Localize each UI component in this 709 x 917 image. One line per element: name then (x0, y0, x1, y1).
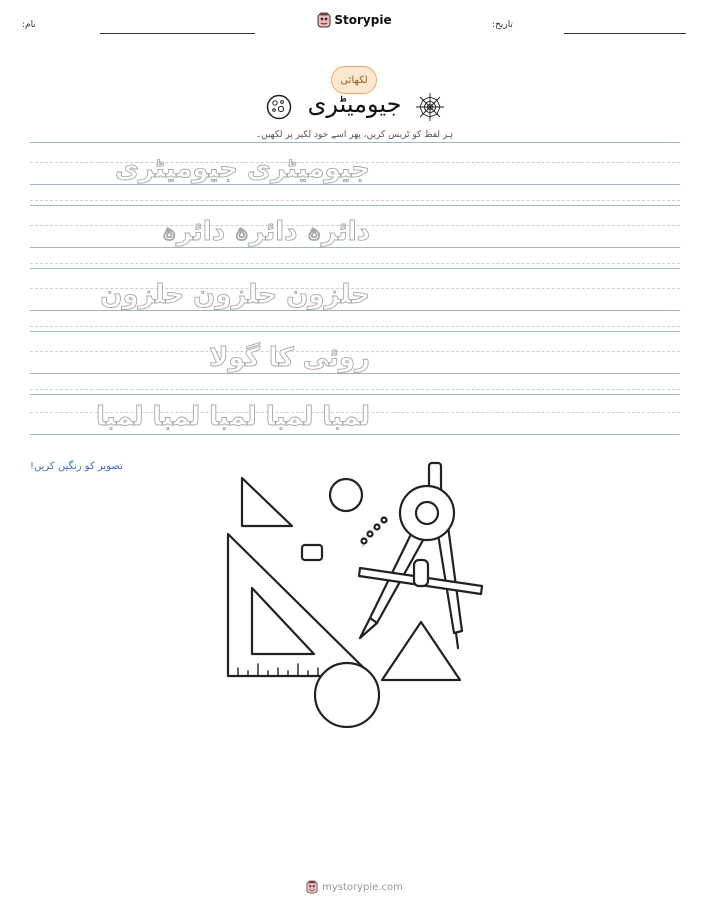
tracing-row (30, 331, 680, 394)
tracing-row (30, 142, 680, 205)
tracing-row (30, 268, 680, 331)
instruction-text: ہر لفظ کو ٹریس کریں، پھر اسے خود لکیر پر لکھیں۔ (255, 130, 454, 140)
page-title: جیومیٹری (307, 90, 402, 118)
spider-web-icon (415, 92, 445, 122)
date-line (564, 33, 686, 34)
trace-word: جیومیٹری جیومیٹری (114, 154, 370, 184)
coloring-prompt: تصویر کو رنگین کریں! (30, 461, 123, 472)
small-circle-shape (330, 479, 362, 511)
name-label: نام: (22, 20, 36, 30)
trace-word: روئی کا گولا (209, 343, 370, 373)
geometry-tools-coloring-illustration (222, 458, 492, 728)
footer-url[interactable]: mystorypie.com (322, 881, 403, 893)
storypie-logo-icon (317, 12, 331, 28)
large-triangle-shape (382, 622, 460, 680)
brand-name: Storypie (334, 13, 392, 27)
name-line (100, 33, 255, 34)
large-circle-shape (315, 663, 379, 727)
category-badge: لکھائی (331, 66, 377, 94)
trace-word: حلزون حلزون حلزون (100, 280, 370, 310)
storypie-logo-icon (306, 880, 318, 894)
footer (0, 880, 709, 894)
small-triangle-shape (242, 478, 292, 526)
tracing-row (30, 394, 680, 457)
trace-word: لمبا لمبا لمبا لمبا لمبا (95, 402, 370, 432)
trace-word: دائرہ دائرہ دائرہ (161, 217, 370, 247)
date-label: تاریخ: (492, 20, 513, 30)
small-square-shape (302, 545, 322, 560)
brand (0, 12, 709, 28)
tracing-row (30, 205, 680, 268)
